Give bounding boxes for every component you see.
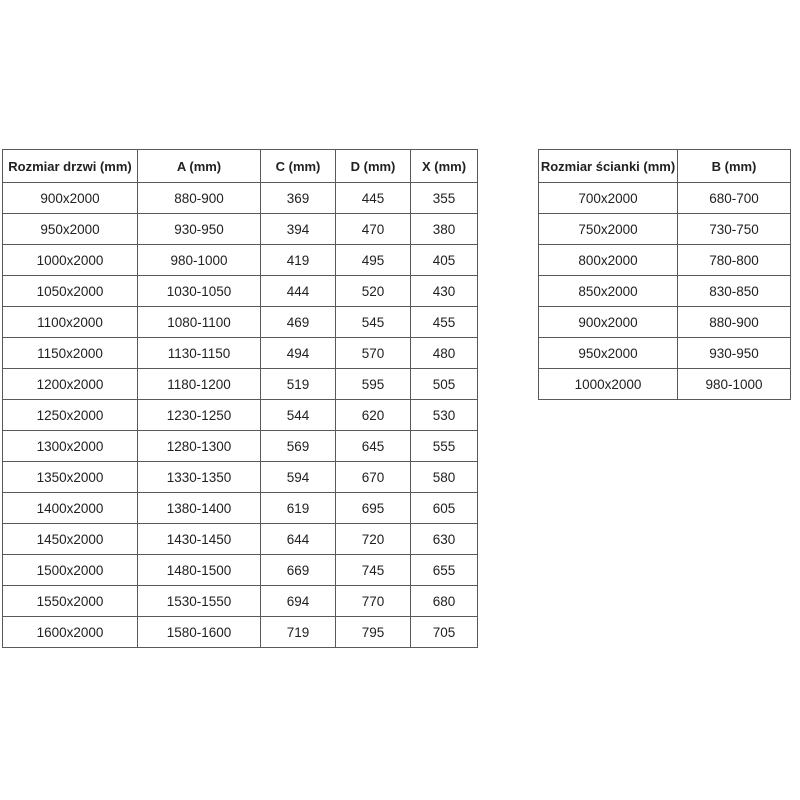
table-cell: 930-950 (678, 338, 791, 369)
table-row (3, 276, 478, 307)
table-cell: 694 (261, 586, 336, 617)
table-cell: 1180-1200 (138, 369, 261, 400)
table-cell: 705 (411, 617, 478, 648)
table-cell: 1450x2000 (3, 524, 138, 555)
table-cell: 555 (411, 431, 478, 462)
table-cell: 900x2000 (539, 307, 678, 338)
table-cell: 1530-1550 (138, 586, 261, 617)
table-row (539, 245, 791, 276)
table-row (3, 617, 478, 648)
wall-panel-sizes-table (538, 149, 791, 400)
table-cell: 470 (336, 214, 411, 245)
table-row (3, 369, 478, 400)
table-cell: 700x2000 (539, 183, 678, 214)
table-cell: 770 (336, 586, 411, 617)
table-cell: 1300x2000 (3, 431, 138, 462)
table-cell: 1350x2000 (3, 462, 138, 493)
table-row (3, 586, 478, 617)
table-cell: 430 (411, 276, 478, 307)
table-cell: 680 (411, 586, 478, 617)
door-sizes-table (2, 149, 478, 648)
table-cell: 980-1000 (138, 245, 261, 276)
table-row (539, 307, 791, 338)
table-cell: 569 (261, 431, 336, 462)
table-cell: 800x2000 (539, 245, 678, 276)
table-row (539, 338, 791, 369)
table-cell: 1130-1150 (138, 338, 261, 369)
column-header: Rozmiar drzwi (mm) (3, 150, 138, 183)
table-cell: 480 (411, 338, 478, 369)
column-header: D (mm) (336, 150, 411, 183)
table-cell: 1000x2000 (3, 245, 138, 276)
table-cell: 619 (261, 493, 336, 524)
table-row (3, 462, 478, 493)
table-row (3, 431, 478, 462)
table-cell: 1600x2000 (3, 617, 138, 648)
table-cell: 1380-1400 (138, 493, 261, 524)
table-row (3, 245, 478, 276)
table-cell: 505 (411, 369, 478, 400)
column-header: Rozmiar ścianki (mm) (539, 150, 678, 183)
table-row (3, 307, 478, 338)
table-cell: 1430-1450 (138, 524, 261, 555)
table-cell: 950x2000 (539, 338, 678, 369)
table-cell: 570 (336, 338, 411, 369)
table-cell: 1150x2000 (3, 338, 138, 369)
table-cell: 730-750 (678, 214, 791, 245)
table-cell: 495 (336, 245, 411, 276)
column-header: X (mm) (411, 150, 478, 183)
header-row (539, 150, 791, 183)
table-cell: 444 (261, 276, 336, 307)
column-header: C (mm) (261, 150, 336, 183)
table-cell: 745 (336, 555, 411, 586)
table-cell: 719 (261, 617, 336, 648)
table-cell: 880-900 (678, 307, 791, 338)
table-cell: 750x2000 (539, 214, 678, 245)
table-cell: 850x2000 (539, 276, 678, 307)
table-cell: 1500x2000 (3, 555, 138, 586)
table-cell: 530 (411, 400, 478, 431)
table-cell: 1100x2000 (3, 307, 138, 338)
table-cell: 519 (261, 369, 336, 400)
table-row (3, 555, 478, 586)
table-cell: 1050x2000 (3, 276, 138, 307)
column-header: A (mm) (138, 150, 261, 183)
table-row (539, 369, 791, 400)
table-cell: 445 (336, 183, 411, 214)
table-cell: 930-950 (138, 214, 261, 245)
table-cell: 1400x2000 (3, 493, 138, 524)
table-cell: 545 (336, 307, 411, 338)
table-cell: 1000x2000 (539, 369, 678, 400)
table-cell: 900x2000 (3, 183, 138, 214)
table-cell: 669 (261, 555, 336, 586)
table-cell: 1250x2000 (3, 400, 138, 431)
table-cell: 1230-1250 (138, 400, 261, 431)
table-cell: 1200x2000 (3, 369, 138, 400)
table-cell: 630 (411, 524, 478, 555)
table-cell: 580 (411, 462, 478, 493)
table-cell: 1550x2000 (3, 586, 138, 617)
table-cell: 494 (261, 338, 336, 369)
table-row (3, 214, 478, 245)
table-row (3, 493, 478, 524)
table-cell: 355 (411, 183, 478, 214)
table-cell: 1280-1300 (138, 431, 261, 462)
table-cell: 405 (411, 245, 478, 276)
table-cell: 369 (261, 183, 336, 214)
table-cell: 695 (336, 493, 411, 524)
table-cell: 605 (411, 493, 478, 524)
table-row (539, 183, 791, 214)
table-cell: 1080-1100 (138, 307, 261, 338)
table-cell: 620 (336, 400, 411, 431)
table-row (3, 524, 478, 555)
table-cell: 880-900 (138, 183, 261, 214)
table-cell: 520 (336, 276, 411, 307)
table-cell: 544 (261, 400, 336, 431)
table-cell: 394 (261, 214, 336, 245)
table-cell: 830-850 (678, 276, 791, 307)
table-cell: 980-1000 (678, 369, 791, 400)
table-cell: 780-800 (678, 245, 791, 276)
table-cell: 644 (261, 524, 336, 555)
table-cell: 720 (336, 524, 411, 555)
table-cell: 594 (261, 462, 336, 493)
table-cell: 645 (336, 431, 411, 462)
table-cell: 670 (336, 462, 411, 493)
table-cell: 1030-1050 (138, 276, 261, 307)
table-row (539, 214, 791, 245)
column-header: B (mm) (678, 150, 791, 183)
table-row (3, 400, 478, 431)
table-cell: 455 (411, 307, 478, 338)
header-row (3, 150, 478, 183)
table-row (3, 183, 478, 214)
table-cell: 795 (336, 617, 411, 648)
table-row (539, 276, 791, 307)
table-cell: 680-700 (678, 183, 791, 214)
table-cell: 380 (411, 214, 478, 245)
table-cell: 1580-1600 (138, 617, 261, 648)
table-cell: 1480-1500 (138, 555, 261, 586)
table-cell: 419 (261, 245, 336, 276)
table-cell: 595 (336, 369, 411, 400)
table-cell: 655 (411, 555, 478, 586)
table-cell: 1330-1350 (138, 462, 261, 493)
table-cell: 950x2000 (3, 214, 138, 245)
table-cell: 469 (261, 307, 336, 338)
table-row (3, 338, 478, 369)
